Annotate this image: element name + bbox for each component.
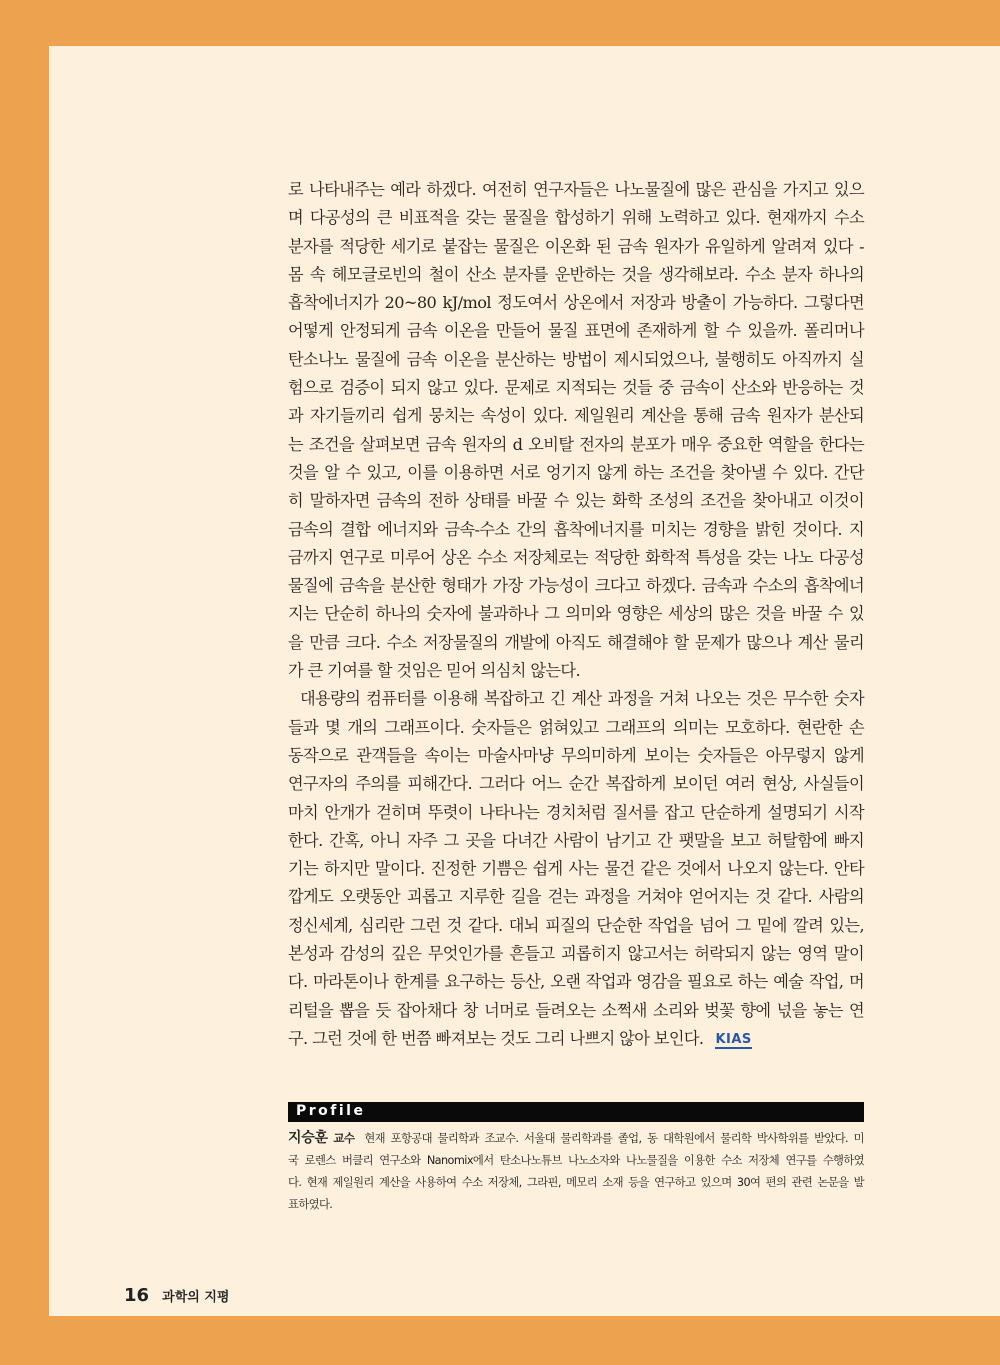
profile-body (288, 1127, 864, 1216)
text-line: 가 큰 기여를 할 것임은 믿어 의심치 않는다. (288, 661, 580, 681)
text-line: 는 조건을 살펴보면 금속 원자의 d 오비탈 전자의 분포가 매우 중요한 역할을 한다는 (288, 434, 864, 454)
publication-title: 과학의 지평 (162, 1290, 230, 1305)
text-line: 어떻게 안정되게 금속 이온을 만들어 물질 표면에 존재하게 할 수 있을까. 폴리머나 (288, 321, 864, 341)
text-line: 연구자의 주의를 피해간다. 그러다 어느 순간 복잡하게 보이던 여러 현상, 사실들이 (288, 774, 864, 794)
text-line: 한다. 간혹, 아니 자주 그 곳을 다녀간 사람이 남기고 간 팻말을 보고 허탈함에 빠지 (288, 830, 864, 850)
text-line: 기는 하지만 말이다. 진정한 기쁨은 쉽게 사는 물건 같은 것에서 나오지 않는다. 안타 (288, 859, 864, 879)
text-line: 탄소나노 물질에 금속 이온을 분산하는 방법이 제시되었으나, 불행히도 아직까지 실 (288, 349, 864, 369)
text-line: 대용량의 컴퓨터를 이용해 복잡하고 긴 계산 과정을 거쳐 나오는 것은 무수한 숫자 (300, 689, 864, 709)
bottom-band (0, 1316, 1000, 1365)
text-line: 깝게도 오랫동안 괴롭고 지루한 길을 걷는 과정을 거쳐야 얻어지는 것 같다. 사람의 (288, 887, 864, 907)
profile-header-bar (288, 1102, 864, 1122)
text-line: 을 만큼 크다. 수소 저장물질의 개발에 아직도 해결해야 할 문제가 많으나 계산 물리 (288, 632, 864, 652)
text-line: 며 다공성의 큰 비표적을 갖는 물질을 합성하기 위해 노력하고 있다. 현재까지 수소 (288, 208, 864, 228)
text-line: 것을 알 수 있고, 이를 이용하면 서로 엉기지 않게 하는 조건을 찾아낼 수 있다. 간단 (288, 462, 864, 482)
text-line: 본성과 감성의 깊은 무엇인가를 흔들고 괴롭히지 않고서는 허락되지 않는 영역 말이 (288, 944, 864, 964)
profile-line: 국 로렌스 버클리 연구소와 Nanomix에서 탄소나노튜브 나노소자와 나노물질을 이용한 수소 저장체 연구를 수행하였 (288, 1154, 864, 1167)
final-sentence: 구. 그런 것에 한 번쯤 빠져보는 것도 그리 나쁘지 않아 보인다. (288, 1028, 704, 1048)
author-name: 지승훈 (288, 1130, 328, 1146)
text-line: 금까지 연구로 미루어 상온 수소 저장체로는 적당한 화학적 특성을 갖는 나노 다공성 (288, 547, 864, 567)
page-number: 16 (124, 1285, 150, 1306)
article-body (288, 176, 864, 1053)
text-line-final (288, 1025, 864, 1053)
text-line: 다. 마라톤이나 한계를 요구하는 등산, 오랜 작업과 영감을 필요로 하는 예술 작업, 머 (288, 972, 864, 992)
text-line: 들과 몇 개의 그래프이다. 숫자들은 얽혀있고 그래프의 의미는 모호하다. 현란한 손 (288, 717, 864, 737)
text-line: 금속의 결합 에너지와 금속-수소 간의 흡착에너지를 미치는 경향을 밝힌 것이다. 지 (288, 519, 864, 539)
profile-line: 표하였다. (288, 1198, 333, 1211)
profile-line: 다. 현재 제일원리 계산을 사용하여 수소 저장체, 그라핀, 메모리 소재 등을 연구하고 있으며 30여 편의 관련 논문을 발 (288, 1176, 864, 1189)
paragraph-2 (288, 685, 864, 1053)
profile-header: Profile (296, 1103, 366, 1119)
text-line: 과 자기들끼리 쉽게 뭉치는 속성이 있다. 제일원리 계산을 통해 금속 원자가 분산되 (288, 406, 864, 426)
text-line: 동작으로 관객들을 속이는 마술사마냥 무의미하게 보이는 숫자들은 아무렇지 않게 (288, 745, 864, 765)
text-line: 물질에 금속을 분산한 형태가 가장 가능성이 크다고 하겠다. 금속과 수소의 흡착에너 (288, 576, 864, 596)
page-footer (124, 1285, 229, 1306)
text-line: 몸 속 헤모글로빈의 철이 산소 분자를 운반하는 것을 생각해보라. 수소 분자 하나의 (288, 264, 864, 284)
text-line: 험으로 검증이 되지 않고 있다. 문제로 지적되는 것들 중 금속이 산소와 반응하는 것 (288, 378, 864, 398)
profile-line (288, 1127, 864, 1150)
kias-logo: KIAS (715, 1031, 752, 1047)
text-line: 로 나타내주는 예라 하겠다. 여전히 연구자들은 나노물질에 많은 관심을 가지고 있으 (288, 180, 864, 199)
paragraph-1 (288, 176, 864, 685)
text-line: 흡착에너지가 20~80 kJ/mol 정도여서 상온에서 저장과 방출이 가능하다. 그렇다면 (288, 293, 864, 313)
author-role: 교수 (333, 1131, 355, 1145)
profile-text: 현재 포항공대 물리학과 조교수. 서울대 물리학과를 졸업, 동 대학원에서 물리학 박사학위를 받았다. 미 (364, 1132, 864, 1145)
text-line: 분자를 적당한 세기로 붙잡는 물질은 이온화 된 금속 원자가 유일하게 알려져 있다 - (288, 236, 864, 256)
text-line: 지는 단순히 하나의 숫자에 불과하나 그 의미와 영향은 세상의 많은 것을 바꿀 수 있 (288, 604, 864, 624)
text-line: 리털을 뽑을 듯 잡아채다 창 너머로 들려오는 소쩍새 소리와 벚꽃 향에 넋을 놓는 연 (288, 1000, 864, 1020)
text-line: 마치 안개가 걷히며 뚜렷이 나타나는 경치처럼 질서를 잡고 단순하게 설명되기 시작 (288, 802, 864, 822)
text-line: 히 말하자면 금속의 전하 상태를 바꿀 수 있는 화학 조성의 조건을 찾아내고 이것이 (288, 491, 864, 511)
text-line: 정신세계, 심리란 그런 것 같다. 대뇌 피질의 단순한 작업을 넘어 그 밑에 깔려 있는, (288, 915, 864, 935)
